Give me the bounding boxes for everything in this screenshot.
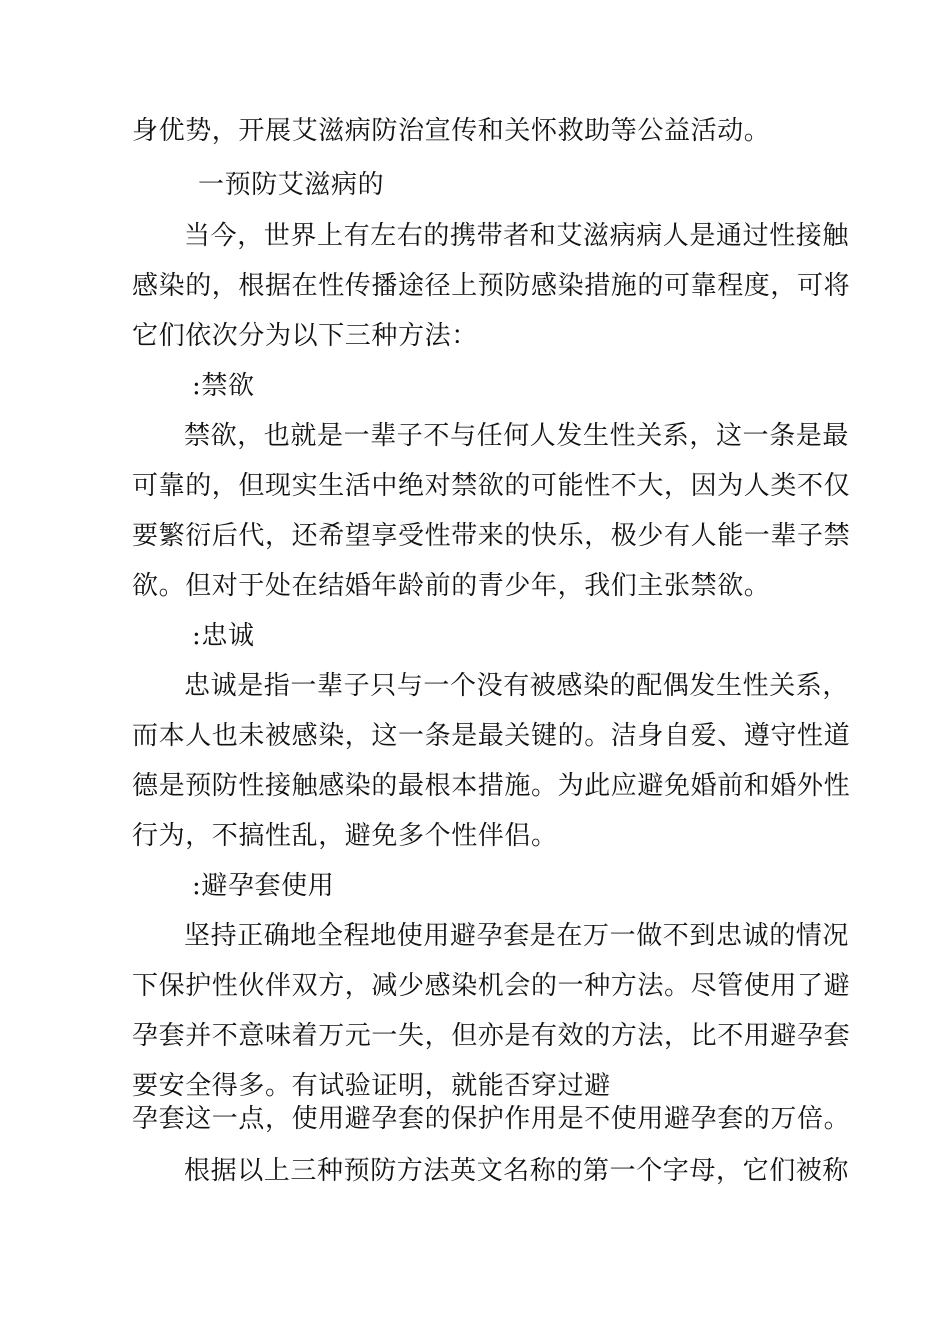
section-heading: 一预防艾滋病的 (198, 170, 385, 200)
text-line: 下保护性伙伴双方，减少感染机会的一种方法。尽管使用了避 (132, 971, 851, 1001)
text-line: 要安全得多。有试验证明，就能否穿过避 (132, 1071, 611, 1101)
text-line: 坚持正确地全程地使用避孕套是在万一做不到忠诚的情况 (184, 921, 850, 951)
text-line: 可靠的，但现实生活中绝对禁欲的可能性不大，因为人类不仅 (132, 471, 851, 501)
text-line: 当今，世界上有左右的携带者和艾滋病病人是通过性接触 (184, 221, 850, 251)
subsection-heading: :忠诚 (192, 621, 255, 651)
text-line: 孕套这一点，使用避孕套的保护作用是不使用避孕套的万倍。 (132, 1104, 851, 1134)
text-line: 它们依次分为以下三种方法： (132, 321, 478, 351)
text-line: 欲。但对于处在结婚年龄前的青少年，我们主张禁欲。 (132, 571, 771, 601)
text-line: 要繁衍后代，还希望享受性带来的快乐，极少有人能一辈子禁 (132, 521, 851, 551)
text-line: 德是预防性接触感染的最根本措施。为此应避免婚前和婚外性 (132, 771, 851, 801)
subsection-heading: :禁欲 (192, 371, 255, 401)
text-line: 根据以上三种预防方法英文名称的第一个字母，它们被称 (184, 1156, 850, 1186)
text-line: 禁欲，也就是一辈子不与任何人发生性关系，这一条是最 (184, 421, 850, 451)
text-line: 忠诚是指一辈子只与一个没有被感染的配偶发生性关系， (184, 671, 850, 701)
text-line: 而本人也未被感染，这一条是最关键的。洁身自爱、遵守性道 (132, 721, 851, 751)
text-line: 感染的，根据在性传播途径上预防感染措施的可靠程度，可将 (132, 271, 851, 301)
text-line: 孕套并不意味着万元一失，但亦是有效的方法，比不用避孕套 (132, 1021, 851, 1051)
subsection-heading: :避孕套使用 (192, 871, 335, 901)
text-line: 身优势，开展艾滋病防治宣传和关怀救助等公益活动。 (132, 116, 771, 146)
text-line: 行为，不搞性乱，避免多个性伴侣。 (132, 821, 558, 851)
